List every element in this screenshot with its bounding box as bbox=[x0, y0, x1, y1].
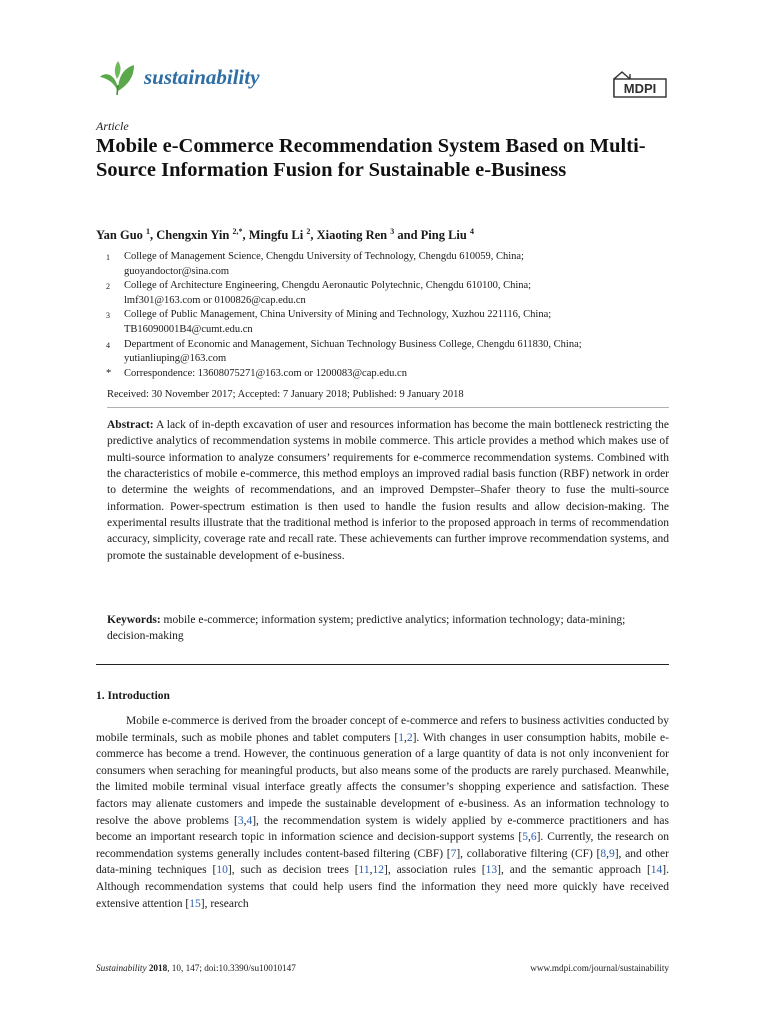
author-name[interactable]: Chengxin Yin bbox=[156, 228, 230, 242]
author-separator: and bbox=[394, 228, 421, 242]
paragraph-text: ]. With changes in user consumption habits, mobile e-commerce has become a trend. However, the continuous generation of a large quantity of data is not only inconvenient for consumers when seraching for meaningful products, but also means some of the products are rarely purchased. Meanwhile, the limited mobile terminal visual interface greatly affects the consumer’s shopping experience and satisfaction. These factors may alienate customers and impede the sustainable development of e-business. As an information technology to resolve the above problems [ bbox=[96, 731, 669, 827]
divider bbox=[107, 407, 669, 408]
author-name[interactable]: Mingfu Li bbox=[248, 228, 304, 242]
affiliation-item bbox=[96, 308, 676, 337]
footer-year: 2018 bbox=[148, 963, 168, 973]
author-affiliation-mark: 3 bbox=[390, 226, 395, 236]
section-heading: 1. Introduction bbox=[96, 690, 170, 702]
author-affiliation-mark: 2,* bbox=[232, 226, 243, 236]
citation-link[interactable]: 4 bbox=[246, 814, 253, 827]
keywords-label: Keywords: bbox=[107, 614, 161, 626]
paragraph-text: ], the recommendation system is widely applied by e-commerce practitioners and has become an important research topic in information science and decision-support systems [ bbox=[96, 814, 669, 844]
affiliation-mark: 2 bbox=[106, 282, 110, 292]
affiliation-mark: 4 bbox=[106, 340, 110, 350]
author-affiliation-mark: 4 bbox=[469, 226, 474, 236]
author-separator: , bbox=[150, 228, 157, 242]
publication-dates: Received: 30 November 2017; Accepted: 7 January 2018; Published: 9 January 2018 bbox=[107, 389, 464, 400]
abstract-label: Abstract: bbox=[107, 419, 154, 431]
affiliation-mark: 1 bbox=[106, 253, 110, 262]
footer-journal: Sustainability bbox=[96, 963, 147, 973]
paragraph-text: , bbox=[369, 864, 373, 877]
section-divider bbox=[96, 664, 669, 665]
footer-citation bbox=[96, 963, 296, 973]
author-affiliation-mark: 2 bbox=[306, 226, 311, 236]
abstract-text: A lack of in-depth excavation of user and resources information has become the main bottleneck restricting the predictive analytics of recommendation systems in mobile commerce. This article provides a method which makes use of multi-source information to analyze consumers’ requirements for e-commerce recommendation systems. Combined with the characteristics of mobile e-commerce, this method employs an improved radial basis function (RBF) network in order to determine the weights of recommendations, and an improved Dempster–Shafer theory to fuse the multi-source information. Power-spectrum estimation is then used to handle the fusion results and allow decision-making. The experimental results illustrate that the traditional method is inferior to the proposed approach in terms of recommendation accuracy, simplicity, coverage rate and recall rate. These achievements can further improve recommendation systems, and promote the sustainable development of e-business. bbox=[107, 419, 670, 562]
affiliation-list bbox=[96, 250, 676, 381]
leaf-icon bbox=[96, 59, 140, 97]
article-type: Article bbox=[96, 119, 129, 133]
affiliation-text bbox=[124, 308, 676, 337]
affiliation-mark: * bbox=[106, 367, 112, 379]
affiliation-institution: Department of Economic and Management, Sichuan Technology Business College, Chengdu 611830, China; bbox=[124, 338, 582, 350]
affiliation-email[interactable]: yutianliuping@163.com bbox=[124, 353, 227, 365]
citation-link[interactable]: 6 bbox=[530, 831, 537, 844]
affiliation-text bbox=[124, 250, 676, 279]
footer-doi[interactable]: , 10, 147; doi:10.3390/su10010147 bbox=[167, 963, 296, 973]
affiliation-institution: College of Architecture Engineering, Chengdu Aeronautic Polytechnic, Chengdu 610100, China; bbox=[124, 280, 532, 292]
citation-link[interactable]: 1 bbox=[398, 731, 404, 744]
citation-link[interactable]: 12 bbox=[372, 864, 384, 877]
citation-link[interactable]: 2 bbox=[406, 731, 413, 744]
citation-link[interactable]: 11 bbox=[358, 864, 370, 877]
citation-link[interactable]: 15 bbox=[189, 897, 201, 910]
abstract bbox=[107, 417, 669, 564]
paragraph-text: ]. Although recommendation systems that could help users find the information they need more quickly have received extensive attention [ bbox=[96, 864, 669, 910]
introduction-paragraph bbox=[96, 713, 669, 912]
footer-url[interactable]: www.mdpi.com/journal/sustainability bbox=[530, 963, 669, 973]
keywords bbox=[107, 612, 669, 645]
affiliation-institution: College of Public Management, China University of Mining and Technology, Xuzhou 221116, China; bbox=[124, 309, 552, 321]
affiliation-item bbox=[96, 338, 676, 367]
affiliation-text bbox=[124, 279, 676, 308]
author-name[interactable]: Yan Guo bbox=[96, 228, 143, 242]
affiliation-institution: College of Management Science, Chengdu University of Technology, Chengdu 610059, China; bbox=[124, 251, 524, 262]
affiliation-text bbox=[124, 367, 676, 382]
citation-link[interactable]: 5 bbox=[522, 831, 528, 844]
paragraph-text: ], collaborative filtering (CF) [ bbox=[456, 847, 601, 860]
paragraph-text: , bbox=[243, 814, 247, 827]
affiliation-email[interactable]: lmf301@163.com or 0100826@cap.edu.cn bbox=[124, 294, 306, 306]
paragraph-text: , bbox=[606, 847, 609, 860]
citation-link[interactable]: 10 bbox=[216, 864, 228, 877]
affiliation-institution: Correspondence: 13608075271@163.com or 1200083@cap.edu.cn bbox=[124, 367, 407, 379]
author-separator: , bbox=[310, 228, 317, 242]
paragraph-text: Mobile e-commerce is derived from the broader concept of e-commerce and refers to business activities conducted by mobile terminals, such as mobile phones and tablet computers [ bbox=[96, 715, 669, 744]
affiliation-item bbox=[96, 367, 676, 382]
keywords-text: mobile e-commerce; information system; predictive analytics; information technology; data-mining; decision-making bbox=[107, 614, 626, 643]
author-separator: , bbox=[242, 228, 249, 242]
author-name[interactable]: Xiaoting Ren bbox=[316, 228, 388, 242]
paragraph-text: ], such as decision trees [ bbox=[227, 864, 359, 877]
journal-name: sustainability bbox=[144, 64, 260, 89]
paragraph-text: ], research bbox=[200, 897, 249, 910]
affiliation-email[interactable]: TB16090001B4@cumt.edu.cn bbox=[124, 323, 253, 335]
affiliation-item bbox=[96, 279, 676, 308]
citation-link[interactable]: 13 bbox=[485, 864, 498, 877]
author-list bbox=[96, 228, 474, 243]
paragraph-text: , bbox=[527, 831, 531, 844]
citation-link[interactable]: 14 bbox=[650, 864, 663, 877]
paragraph-text: ], association rules [ bbox=[383, 864, 486, 877]
author-name[interactable]: Ping Liu bbox=[420, 228, 467, 242]
paragraph-text: ], and other data-mining techniques [ bbox=[96, 847, 669, 877]
journal-logo[interactable] bbox=[96, 58, 260, 98]
publisher-name: MDPI bbox=[623, 81, 657, 96]
paper-title: Mobile e-Commerce Recommendation System Based on Multi-Source Information Fusion for Sustainable e-Business bbox=[96, 135, 646, 181]
citation-link[interactable]: 7 bbox=[450, 847, 457, 860]
paragraph-text: ]. Currently, the research on recommendation systems generally includes content-based filtering (CBF) [ bbox=[96, 831, 669, 860]
citation-link[interactable]: 9 bbox=[608, 847, 615, 860]
affiliation-item bbox=[96, 250, 676, 279]
paragraph-text: , bbox=[403, 731, 407, 744]
paragraph-text: ], and the semantic approach [ bbox=[497, 864, 651, 877]
affiliation-mark: 3 bbox=[106, 311, 110, 321]
mdpi-logo[interactable] bbox=[610, 68, 668, 102]
author-affiliation-mark: 1 bbox=[146, 226, 151, 236]
affiliation-text bbox=[124, 338, 676, 367]
citation-link[interactable]: 8 bbox=[600, 847, 607, 860]
citation-link[interactable]: 3 bbox=[237, 814, 244, 827]
affiliation-email[interactable]: guoyandoctor@sina.com bbox=[124, 265, 230, 277]
